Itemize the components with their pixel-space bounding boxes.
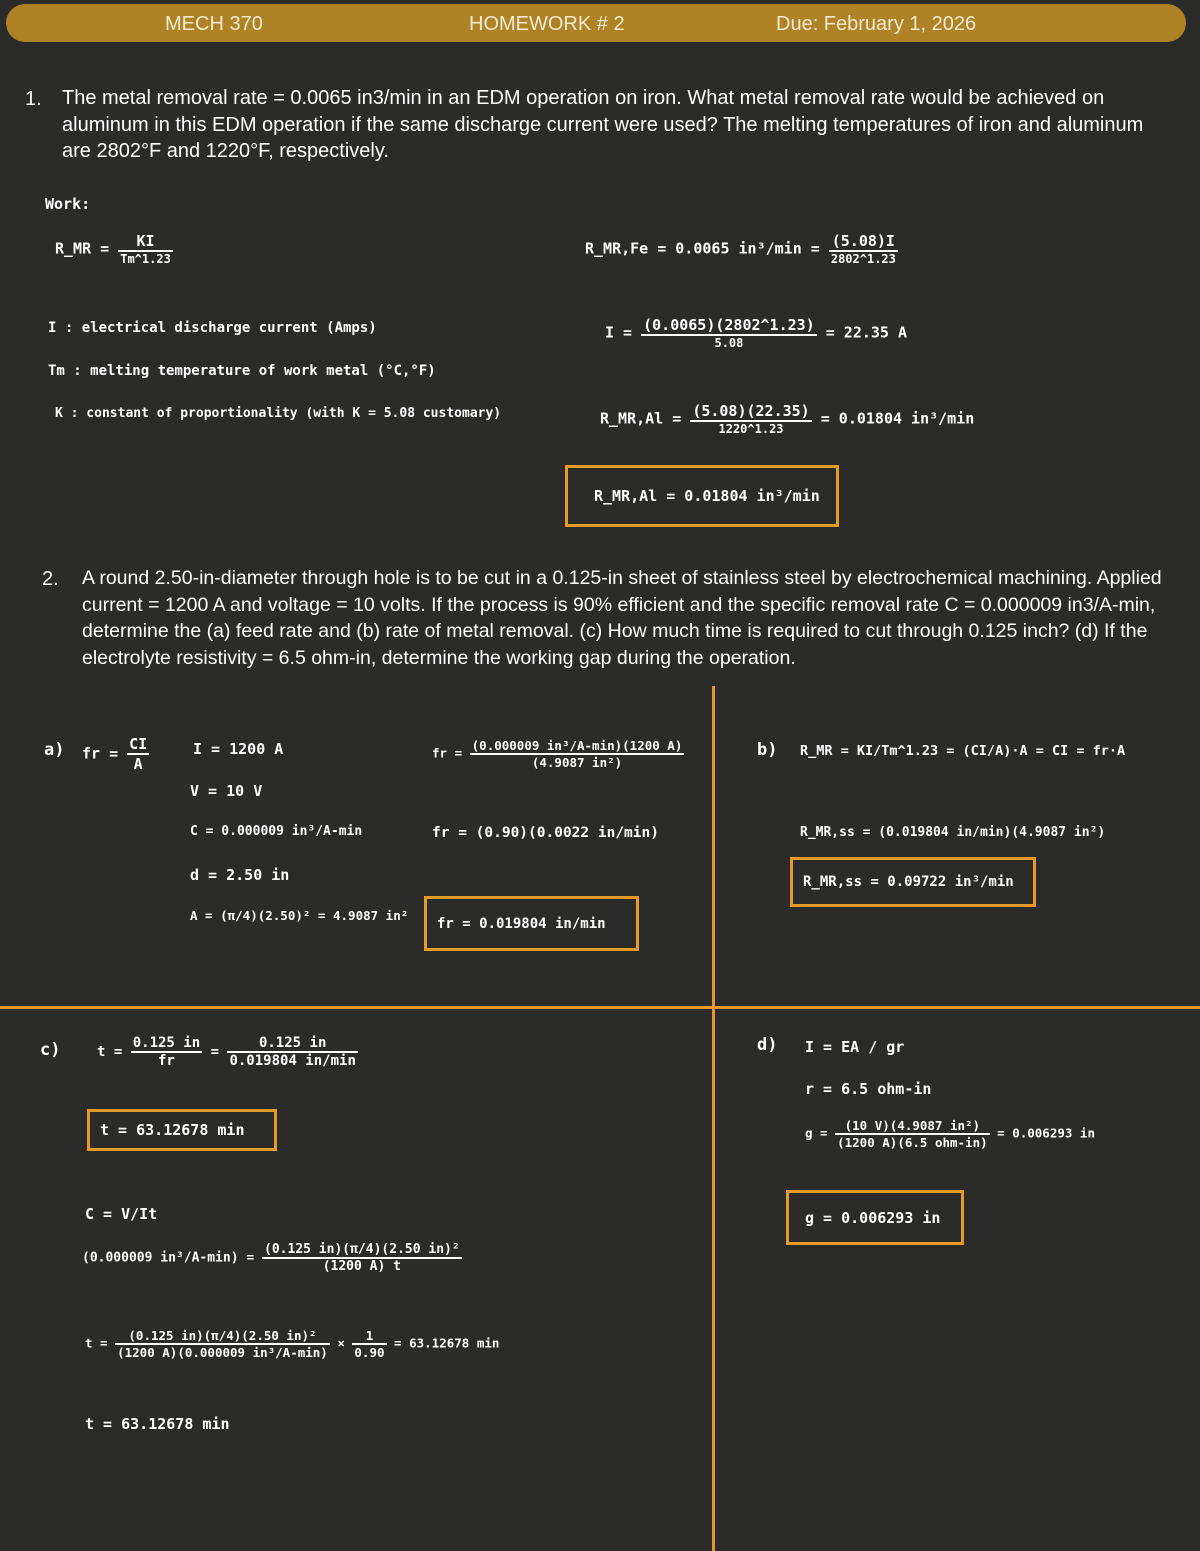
part-c-label: c) [40, 1040, 61, 1060]
part-d-given-resistivity: r = 6.5 ohm-in [805, 1080, 932, 1098]
part-d-formula: I = EA / gr [805, 1038, 905, 1056]
part-a-given-c: C = 0.000009 in³/A-min [190, 824, 363, 839]
part-c-final: t = 63.12678 min [85, 1415, 230, 1433]
part-a-given-current: I = 1200 A [193, 740, 284, 758]
q1-step2: I = $\frac{(0.0065)(2802\^{}1.23)}{5.08}$ = 22.35 A [605, 316, 908, 350]
divider-horizontal [0, 1006, 1200, 1009]
q1-def-melting: Tm : melting temperature of work metal (°C,°F) [48, 363, 436, 379]
course-code: MECH 370 [165, 13, 263, 35]
part-b-calc: R_MR,ss = (0.019804 in/min)(4.9087 in²) [800, 825, 1106, 840]
due-date: Due: February 1, 2026 [776, 13, 977, 35]
q1-text: The metal removal rate = 0.0065 in3/min in an EDM operation on iron. What metal removal rate would be achieved on aluminum in this EDM operation if the same discharge current were used? The melting temperatures of iron and aluminum are 2802°F and 1220°F, respectively. [62, 87, 1144, 163]
part-c-answer-box: t = 63.12678 min [87, 1109, 277, 1151]
q2-text: A round 2.50-in-diameter through hole is to be cut in a 0.125-in sheet of stainless steel by electrochemical machining. Applied current = 1200 A and voltage = 10 volts. If the process is 90% efficient and the specific removal rate C = 0.000009 in3/A-min, determine the (a) feed rate and (b) rate of metal removal. (c) How much time is required to cut through 0.125 inch? (d) If the electrolyte resistivity = 6.5 ohm-in, determine the working gap during the operation. [82, 567, 1162, 669]
part-b-answer-box: R_MR,ss = 0.09722 in³/min [790, 857, 1036, 907]
part-d-calc: g = $\frac{\text{(10 V)(4.9087 in²)}}{\text{(1200 A)(6.5 ohm-in)}}$ = 0.006293 in [805, 1118, 1095, 1150]
part-a-label: a) [44, 740, 65, 760]
divider-vertical [712, 686, 715, 1551]
part-a-given-area: A = (π/4)(2.50)² = 4.9087 in² [190, 908, 409, 923]
part-c-alt-formula: C = V/It [85, 1205, 158, 1223]
part-a-calc2: fr = (0.90)(0.0022 in/min) [432, 825, 659, 841]
part-a-calc1: fr = $\frac{\text{(0.000009 in³/A-min)(1200 A)}}{\text{(4.9087 in²)}}$ [432, 738, 683, 770]
part-a-formula: fr = $\frac{CI}{A}$ [82, 735, 148, 773]
q2-number: 2. [42, 568, 59, 590]
q1-step1: R_MR,Fe = 0.0065 in³/min = $\frac{(5.08)I}{2802\^{}1.23}$ [585, 232, 896, 266]
q1-formula: R_MR = $\frac{KI}{Tm\^{}1.23}$ [55, 232, 171, 266]
q1-def-current: I : electrical discharge current (Amps) [48, 320, 377, 336]
part-b-formula: R_MR = KI/Tm^1.23 = (CI/A)·A = CI = fr·A [800, 743, 1126, 759]
part-d-label: d) [757, 1035, 778, 1055]
part-d-answer-box: g = 0.006293 in [786, 1190, 964, 1245]
assignment-title: HOMEWORK # 2 [469, 13, 625, 35]
part-a-given-diameter: d = 2.50 in [190, 866, 290, 884]
part-b-label: b) [757, 740, 778, 760]
part-a-answer-box: fr = 0.019804 in/min [424, 896, 639, 951]
part-c-alt-equation: (0.000009 in³/A-min) = $\frac{\text{(0.125 in)(π/4)(2.50 in)²}}{(1200 A) t}$ [82, 1242, 460, 1274]
part-c-time-equation: t = $\frac{\text{(0.125 in)(π/4)(2.50 in)²}}{\text{(1200 A)(0.000009 in³/A-min)}}$ × $\frac{1}{0.90}$ = 63.12678 min [85, 1328, 500, 1360]
q1-number: 1. [25, 88, 42, 110]
part-c-formula: t = $\frac{0.125 in}{fr}$ = $\frac{0.125 in}{0.019804 in/\min}$ [97, 1035, 356, 1069]
header-bar [6, 4, 1186, 42]
q1-work-label: Work: [45, 195, 91, 213]
q1-answer-box: R_MR,Al = 0.01804 in³/min [565, 465, 839, 527]
part-a-given-voltage: V = 10 V [190, 782, 263, 800]
q1-step3: R_MR,Al = $\frac{(5.08)(22.35)}{1220\^{}1.23}$ = 0.01804 in³/min [600, 402, 975, 436]
q1-def-constant: K : constant of proportionality (with K = 5.08 customary) [55, 406, 502, 421]
